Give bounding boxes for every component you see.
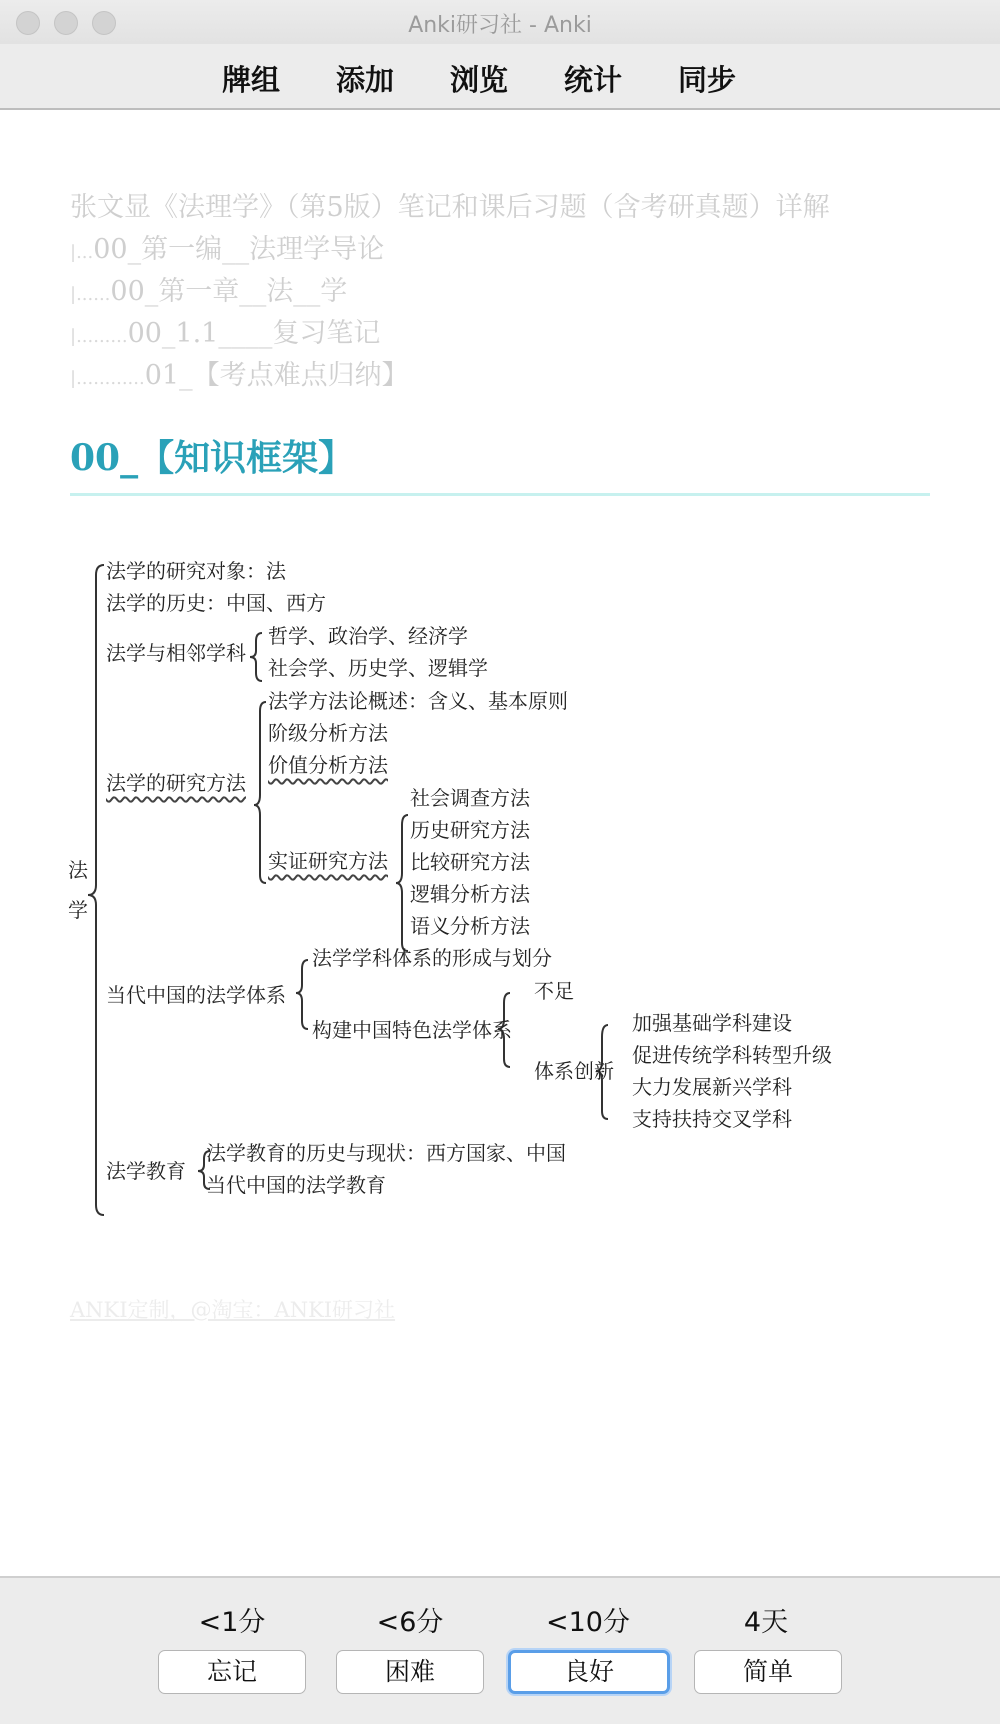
toolbar-add-link[interactable]: 添加: [336, 63, 395, 97]
mindmap-node: 体系创新: [534, 1059, 614, 1083]
breadcrumb-line: [70, 230, 830, 272]
section-divider: [70, 493, 930, 496]
mindmap-node: 支持扶持交叉学科: [632, 1107, 792, 1131]
interval-easy: 4天: [743, 1607, 789, 1638]
mindmap-node: 实证研究方法: [268, 849, 388, 873]
interval-good: <10分: [546, 1607, 630, 1638]
mindmap-node: 阶级分析方法: [268, 721, 388, 745]
mindmap-node: 法学的研究方法: [106, 771, 246, 795]
mindmap-node: 逻辑分析方法: [410, 882, 530, 906]
breadcrumb-line: [70, 356, 830, 398]
mindmap-root: 法学: [68, 858, 88, 922]
easy-button[interactable]: 简单: [694, 1650, 842, 1694]
title-bar: [0, 0, 1000, 45]
shop-link[interactable]: ANKI定制，@淘宝：ANKI研习社: [70, 1298, 396, 1322]
breadcrumb-indent: |.........: [70, 326, 128, 347]
breadcrumb-indent: |......: [70, 284, 111, 305]
mindmap-node: 社会学、历史学、逻辑学: [268, 656, 488, 680]
mindmap-node: 价值分析方法: [268, 753, 388, 777]
section-title: 00_【知识框架】: [70, 437, 355, 479]
mindmap-node: 当代中国的法学教育: [206, 1173, 386, 1197]
knowledge-framework-map: [60, 545, 860, 1265]
breadcrumb-text: 01_【考点难点归纳】: [144, 360, 409, 391]
mindmap-node: 语义分析方法: [410, 914, 530, 938]
answer-bar: [0, 1576, 1000, 1724]
mindmap-node: 法学教育: [106, 1159, 186, 1183]
good-button[interactable]: 良好: [508, 1650, 670, 1694]
mindmap-node: 促进传统学科转型升级: [632, 1043, 832, 1067]
mindmap-node: 法学教育的历史与现状：西方国家、中国: [206, 1141, 566, 1165]
mindmap-node: 加强基础学科建设: [632, 1011, 792, 1035]
window-title: Anki研习社 - Anki: [408, 13, 592, 38]
interval-hard: <6分: [376, 1607, 444, 1638]
breadcrumb-line: [70, 272, 830, 314]
mindmap-node: 法学的研究对象：法: [106, 559, 286, 583]
toolbar-stats-link[interactable]: 统计: [564, 63, 623, 97]
breadcrumb-indent: |............: [70, 368, 145, 389]
toolbar-browse-link[interactable]: 浏览: [450, 63, 509, 97]
again-button[interactable]: 忘记: [158, 1650, 306, 1694]
breadcrumb-line: [70, 188, 830, 230]
deck-breadcrumb: [70, 188, 830, 398]
mindmap-node: 不足: [534, 979, 574, 1003]
toolbar-decks-link[interactable]: 牌组: [222, 63, 281, 97]
breadcrumb-text: 00_1.1____复习笔记: [127, 318, 381, 349]
breadcrumb-text: 00_第一编__法理学导论: [93, 234, 385, 265]
breadcrumb-indent: |...: [70, 242, 94, 263]
mindmap-node: 历史研究方法: [410, 818, 530, 842]
mindmap-node: 法学的历史：中国、西方: [106, 591, 326, 615]
interval-again: <1分: [198, 1607, 266, 1638]
mindmap-node: 法学方法论概述：含义、基本原则: [268, 689, 568, 713]
mindmap-node: 社会调查方法: [410, 786, 530, 810]
mindmap-node: 法学与相邻学科: [106, 641, 246, 665]
main-toolbar: [0, 44, 1000, 110]
mindmap-node: 法学学科体系的形成与划分: [312, 946, 552, 970]
hard-button[interactable]: 困难: [336, 1650, 484, 1694]
breadcrumb-line: [70, 314, 830, 356]
mindmap-node: 比较研究方法: [410, 850, 530, 874]
mindmap-node: 构建中国特色法学体系: [312, 1018, 512, 1042]
mindmap-node: 哲学、政治学、经济学: [268, 624, 468, 648]
mindmap-node: 当代中国的法学体系: [106, 983, 286, 1007]
breadcrumb-text: 00_第一章__法__学: [110, 276, 348, 307]
mindmap-node: 大力发展新兴学科: [632, 1075, 792, 1099]
breadcrumb-text: 张文显《法理学》（第5版）笔记和课后习题（含考研真题）详解: [70, 192, 830, 223]
toolbar-sync-link[interactable]: 同步: [678, 63, 737, 97]
